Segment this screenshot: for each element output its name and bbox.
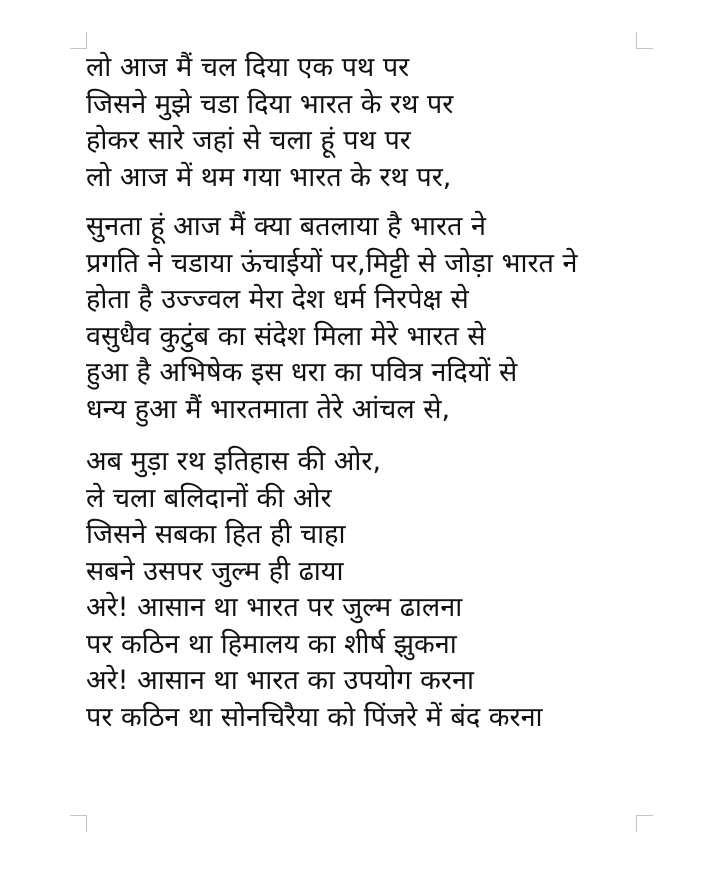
poem-line: अरे! आसान था भारत पर जुल्म ढालना [86,592,463,623]
poem-line: लो आज में थम गया भारत के रथ पर, [86,161,452,193]
poem-line: सुनता हूं आज मैं क्या बतलाया है भारत ने [86,211,486,242]
stanza-1 [86,50,686,196]
poem-line: होता है उज्ज्वल मेरा देश धर्म निरपेक्ष से [86,284,469,315]
poem-line: लो आज मैं चल दिया एक पथ पर [86,52,410,83]
stanza-spacer [86,196,686,209]
page-corner-mark-bottom-left [70,815,87,832]
poem-line: वसुधैव कुटुंब का संदेश मिला मेरे भारत से [86,320,486,352]
page-corner-mark-bottom-right [636,815,653,832]
poem-line: जिसने मुझे चडा दिया भारत के रथ पर [86,88,454,120]
poem-line: अरे! आसान था भारत का उपयोग करना [86,665,474,696]
poem-line: हुआ है अभिषेक इस धरा का पवित्र नदियों से [86,357,518,388]
page-corner-mark-top-right [636,32,653,49]
poem-line: ले चला बलिदानों की ओर [86,482,332,514]
poem-line: होकर सारे जहां से चला हूं पथ पर [86,125,411,156]
poem-line: पर कठिन था हिमालय का शीर्ष झुकना [86,628,457,660]
page-corner-mark-top-left [70,32,87,49]
stanza-3 [86,444,686,736]
poem-line: अब मुड़ा रथ इतिहास की ओर, [86,446,382,477]
poem-line: धन्य हुआ मैं भारतमाता तेरे आंचल से, [86,393,451,425]
stanza-spacer [86,428,686,444]
poem-line: पर कठिन था सोनचिरैया को पिंजरे में बंद करना [86,701,543,733]
poem-line: जिसने सबका हित ही चाहा [86,519,346,550]
stanza-2 [86,209,686,428]
poem-text[interactable] [86,50,686,736]
poem-line: सबने उसपर जुल्म ही ढाया [86,555,344,587]
poem-line: प्रगति ने चडाया ऊंचाईयों पर,मिट्टी से जोड़ा भारत ने [86,247,578,279]
